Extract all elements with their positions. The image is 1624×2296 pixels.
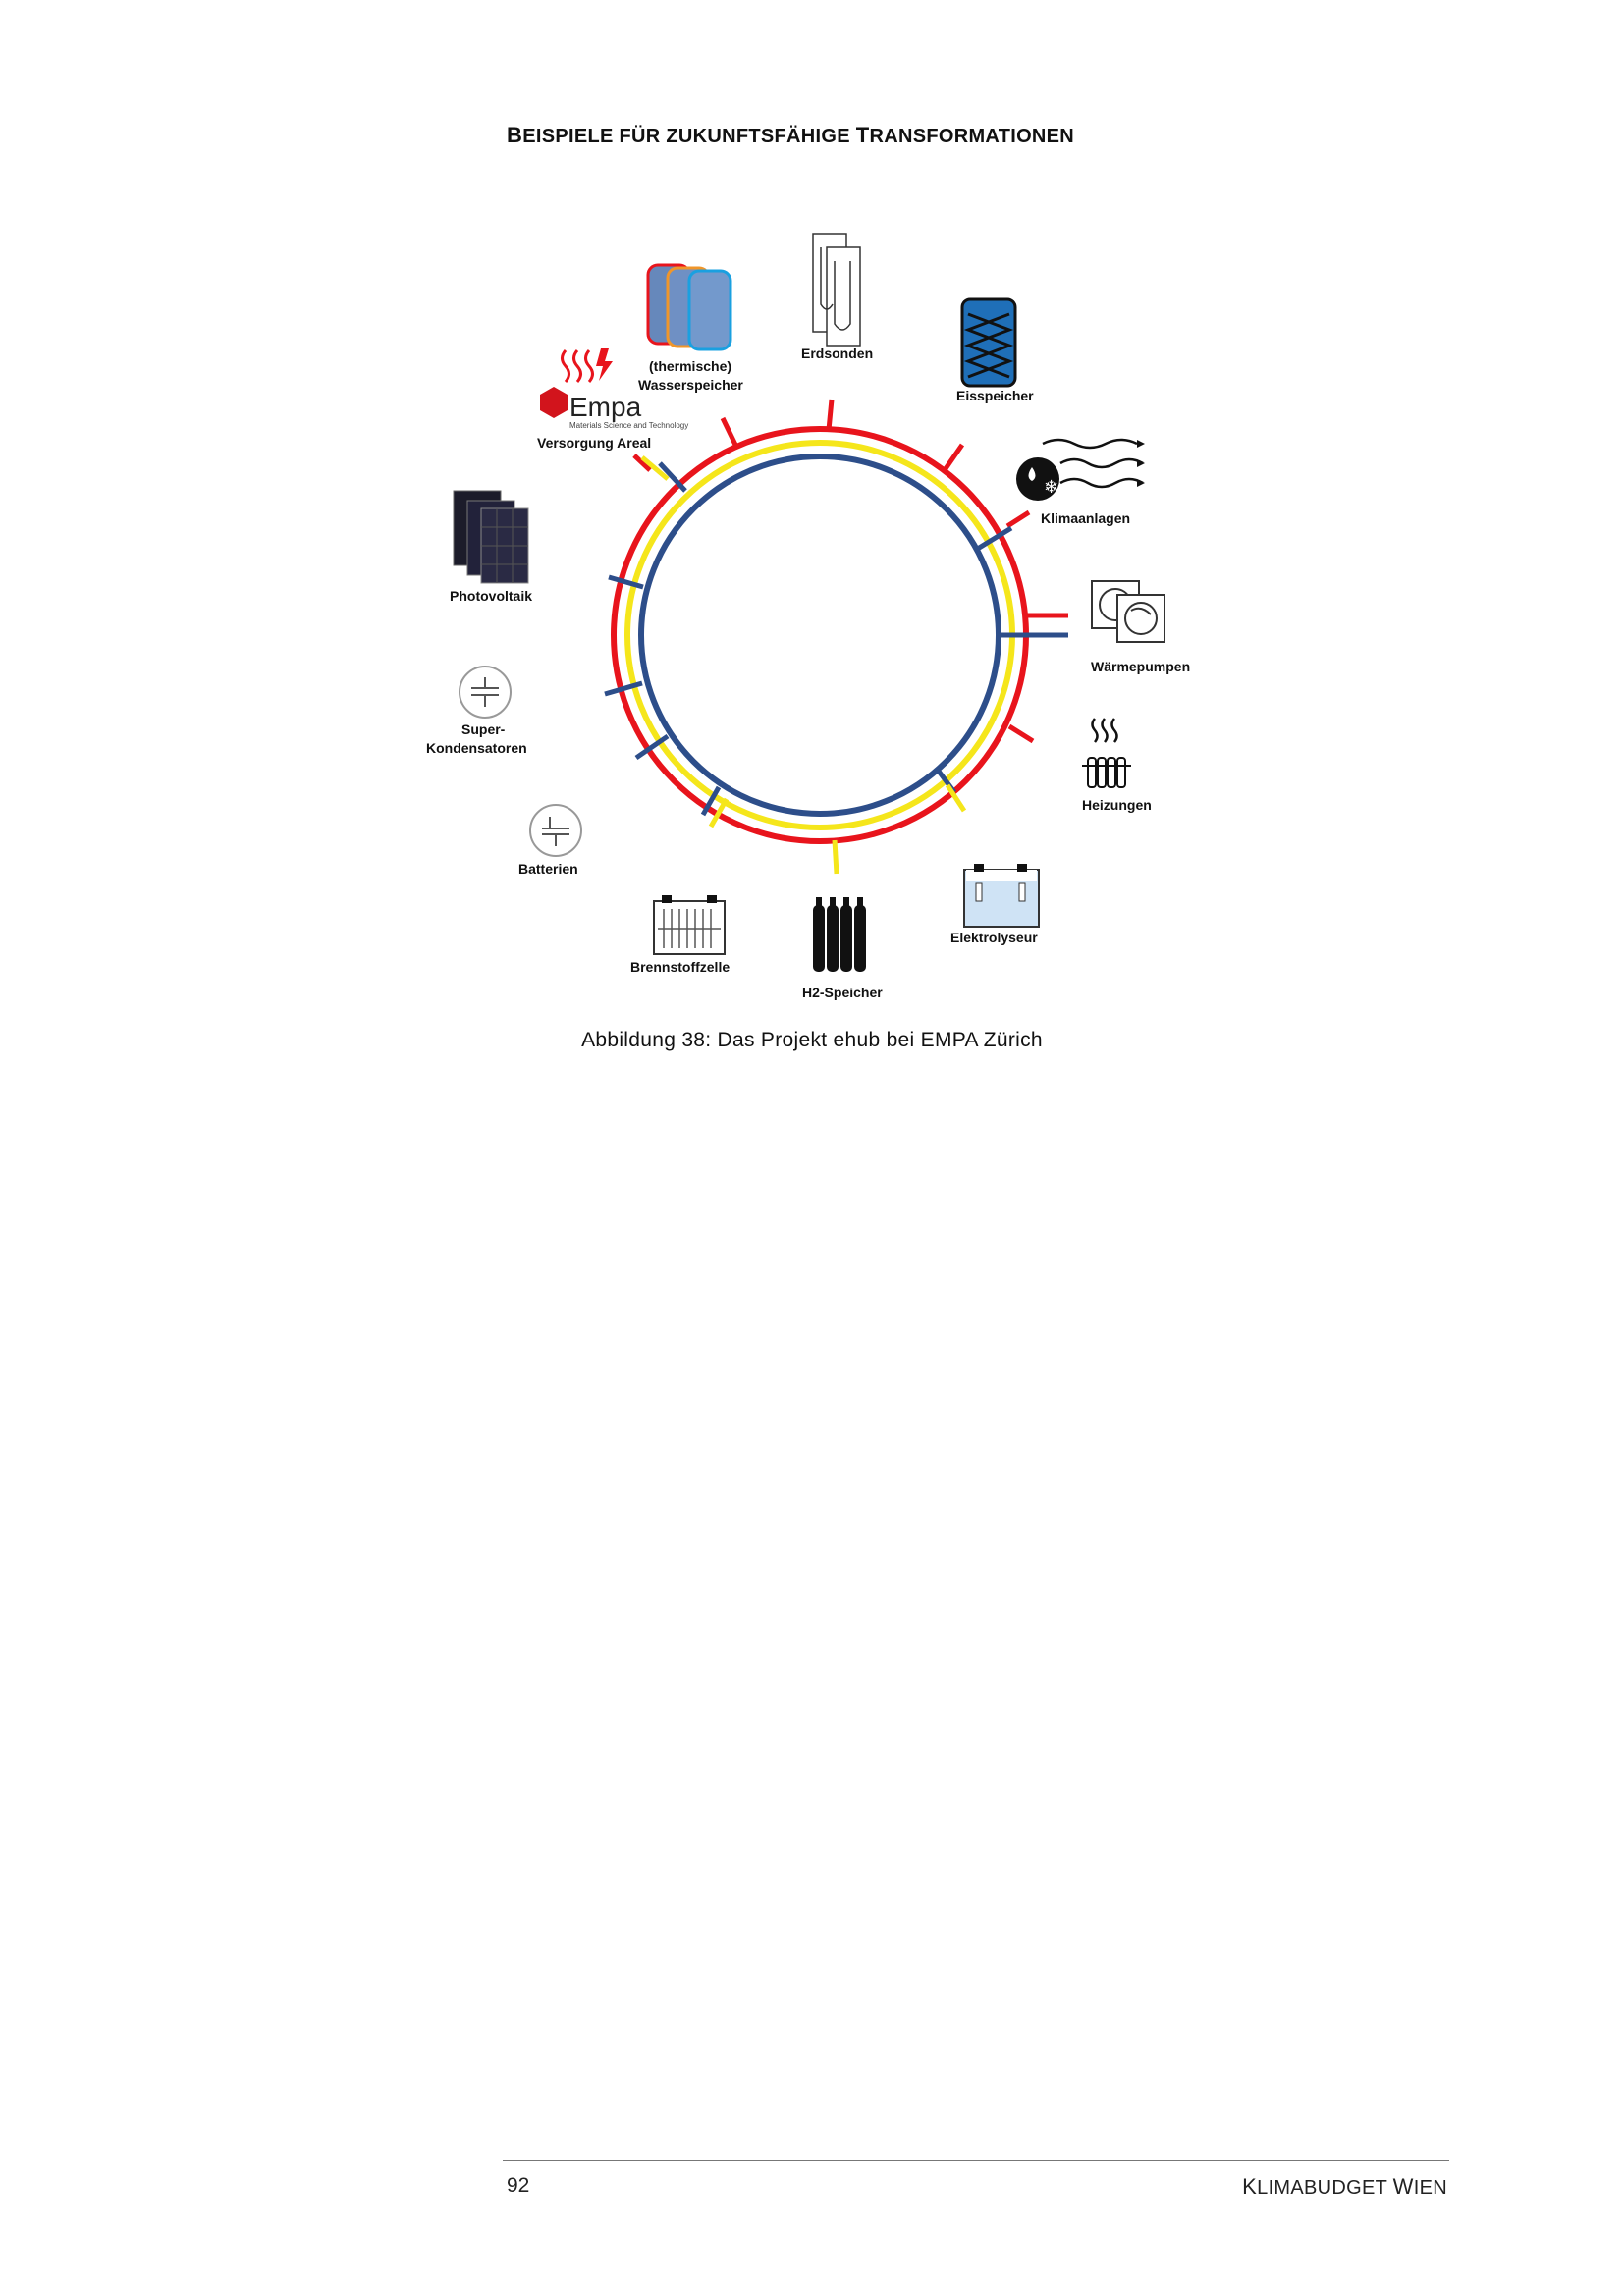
svg-text:❄: ❄ — [1044, 477, 1059, 498]
footer-rule — [503, 2160, 1449, 2161]
spoke-klima-red — [1007, 512, 1029, 526]
footer-part-3: IEN — [1413, 2177, 1447, 2199]
label-eisspeicher: Eisspeicher — [956, 388, 1034, 403]
supercapacitor-icon — [460, 667, 511, 718]
heat-pump-icon — [1092, 581, 1164, 642]
label-kondensatoren: Kondensatoren — [426, 740, 527, 756]
empa-cube-icon — [540, 387, 568, 418]
label-super: Super- — [461, 721, 506, 737]
spoke-erdsonden — [829, 400, 832, 430]
label-heizungen: Heizungen — [1082, 797, 1152, 813]
water-tank-icon — [648, 265, 731, 349]
label-elektrolyseur: Elektrolyseur — [950, 930, 1038, 945]
label-erdsonden: Erdsonden — [801, 346, 874, 361]
electrolyzer-icon — [964, 864, 1039, 927]
fuel-cell-icon — [654, 895, 725, 954]
label-h2speicher: H2-Speicher — [802, 985, 883, 1000]
ehub-diagram — [373, 206, 1257, 1021]
heat-waves-icon — [563, 350, 593, 382]
battery-icon — [530, 805, 581, 856]
radiator-icon — [1082, 719, 1131, 787]
footer-part-0: K — [1242, 2174, 1258, 2199]
label-brennstoffzelle: Brennstoffzelle — [630, 959, 731, 975]
label-photovoltaik: Photovoltaik — [450, 588, 533, 604]
spoke-heizungen — [1009, 726, 1033, 741]
solar-panel-icon — [454, 491, 528, 583]
logo-subtext: Materials Science and Technology — [569, 421, 689, 430]
footer-part-1: LIMABUDGET — [1257, 2177, 1393, 2199]
header-part-1: EISPIELE FÜR ZUKUNFTSFÄHIGE — [522, 126, 856, 147]
page-number: 92 — [507, 2174, 530, 2197]
cold-ring — [641, 456, 999, 814]
header-part-2: T — [855, 123, 870, 147]
spoke-eisspeicher — [945, 445, 962, 470]
label-thermische: (thermische) — [649, 358, 732, 374]
label-waermepumpen: Wärmepumpen — [1091, 659, 1191, 674]
footer-title — [1242, 2174, 1447, 2200]
electricity-ring — [614, 429, 1026, 841]
hydrogen-bottles-icon — [813, 897, 866, 972]
air-conditioner-icon — [1016, 440, 1145, 501]
figure-caption: Abbildung 38: Das Projekt ehub bei EMPA Zürich — [581, 1029, 1043, 1051]
heat-ring — [627, 443, 1012, 828]
connector-spokes — [605, 400, 1068, 874]
running-header — [507, 123, 1074, 148]
spoke-wasserspeicher — [723, 418, 736, 447]
label-klimaanlagen: Klimaanlagen — [1041, 510, 1131, 526]
ground-probe-icon — [813, 234, 860, 346]
label-wasserspeicher: Wasserspeicher — [638, 377, 743, 393]
footer-part-2: W — [1392, 2174, 1414, 2199]
header-part-0: B — [507, 123, 523, 147]
energy-rings — [614, 429, 1026, 841]
logo-text: Empa — [569, 392, 642, 422]
ehub-diagram-svg — [373, 206, 1257, 1021]
ice-storage-icon — [962, 299, 1015, 386]
header-part-3: RANSFORMATIONEN — [869, 126, 1075, 147]
lightning-icon — [596, 348, 613, 381]
label-versorgung: Versorgung Areal — [537, 435, 652, 451]
label-batterien: Batterien — [518, 861, 578, 877]
spoke-h2 — [835, 840, 837, 874]
